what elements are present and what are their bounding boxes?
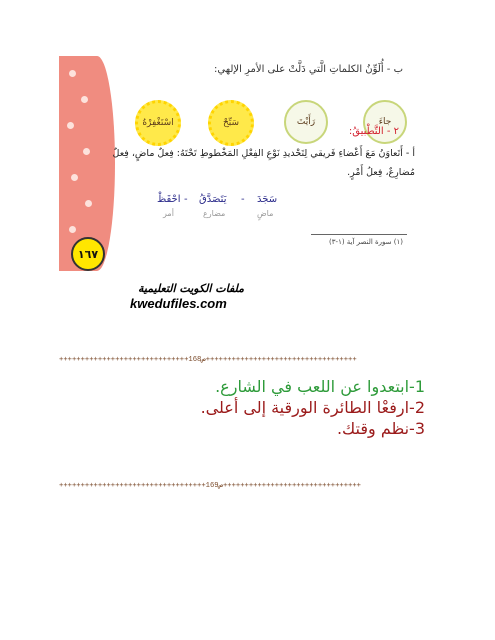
flower-word-label: اسْتَغْفِرْهُ [142, 118, 174, 128]
decor-dot [83, 148, 90, 155]
flower-word-label: سَبِّحْ [222, 118, 240, 128]
flower-word-4 [135, 100, 181, 146]
instruction-line-2: مُضارِعٌ، فِعلُ أَمْرٍ. [347, 167, 415, 178]
decor-dot [67, 122, 74, 129]
flower-word-3 [208, 100, 254, 146]
page-separator-168: ++++++++++++++++++++++++++++++ص168+++++++++++++++++++++++++++++++++++ [59, 356, 357, 364]
answer-3: 3-نظم وقتك. [336, 419, 425, 438]
verb-dash: - [241, 194, 245, 205]
section-2-title: ٢ - التَّطْبيقُ: [348, 126, 399, 137]
watermark-arabic: ملفات الكويت التعليمية [138, 282, 245, 295]
verb-1: سَجَدَ [257, 194, 278, 205]
answer-2: 2-ارفعْا الطائرة الورقية إلى أعلى. [200, 398, 425, 417]
answers-block [201, 376, 425, 439]
page-separator-169: ++++++++++++++++++++++++++++++++++ص169++++++++++++++++++++++++++++++++ [59, 482, 361, 490]
verb-1-type: ماضٍ [257, 209, 274, 218]
decor-dot [81, 96, 88, 103]
verb-2-type: مضارع [203, 209, 226, 218]
footnote: (١) سورة النصر آية (١-٣) [329, 238, 403, 246]
watermark-english: kwedufiles.com [130, 296, 227, 311]
flower-word-label: جاءَ [378, 117, 392, 127]
verb-2: يَتَصَدَّقُ [199, 194, 227, 205]
flower-word-2 [284, 100, 328, 144]
decor-dot [69, 70, 76, 77]
decor-dot [71, 174, 78, 181]
question-b-text: ب - أُلَوِّنُ الكلماتِ الَّتي دَلَّتْ على الأمرِ الإلهي: [214, 64, 403, 75]
flower-word-label: رَأَيْتَ [296, 117, 316, 127]
page-number-badge [71, 237, 105, 271]
footnote-divider [311, 234, 407, 235]
page-number: ١٦٧ [77, 247, 99, 261]
verb-dash: - [184, 194, 188, 205]
textbook-page-image [59, 56, 421, 271]
verb-3: احْفَظْ [157, 194, 181, 205]
decor-dot [85, 200, 92, 207]
flower-word-1 [363, 100, 407, 144]
answer-1: 1-ابتعدوا عن اللعب في الشارع. [215, 377, 425, 396]
verb-3-type: أمر [163, 209, 174, 218]
decor-dot [69, 226, 76, 233]
instruction-line-1: أ - أَتَعاوَنُ مَعَ أَعْضاءِ فَريقي لِتَحْديدِ نَوْعِ الفِعْلِ المَخْطوطِ تَحْتَهُ: فِعلٌ ماضٍ، فِعلٌ [112, 148, 415, 159]
